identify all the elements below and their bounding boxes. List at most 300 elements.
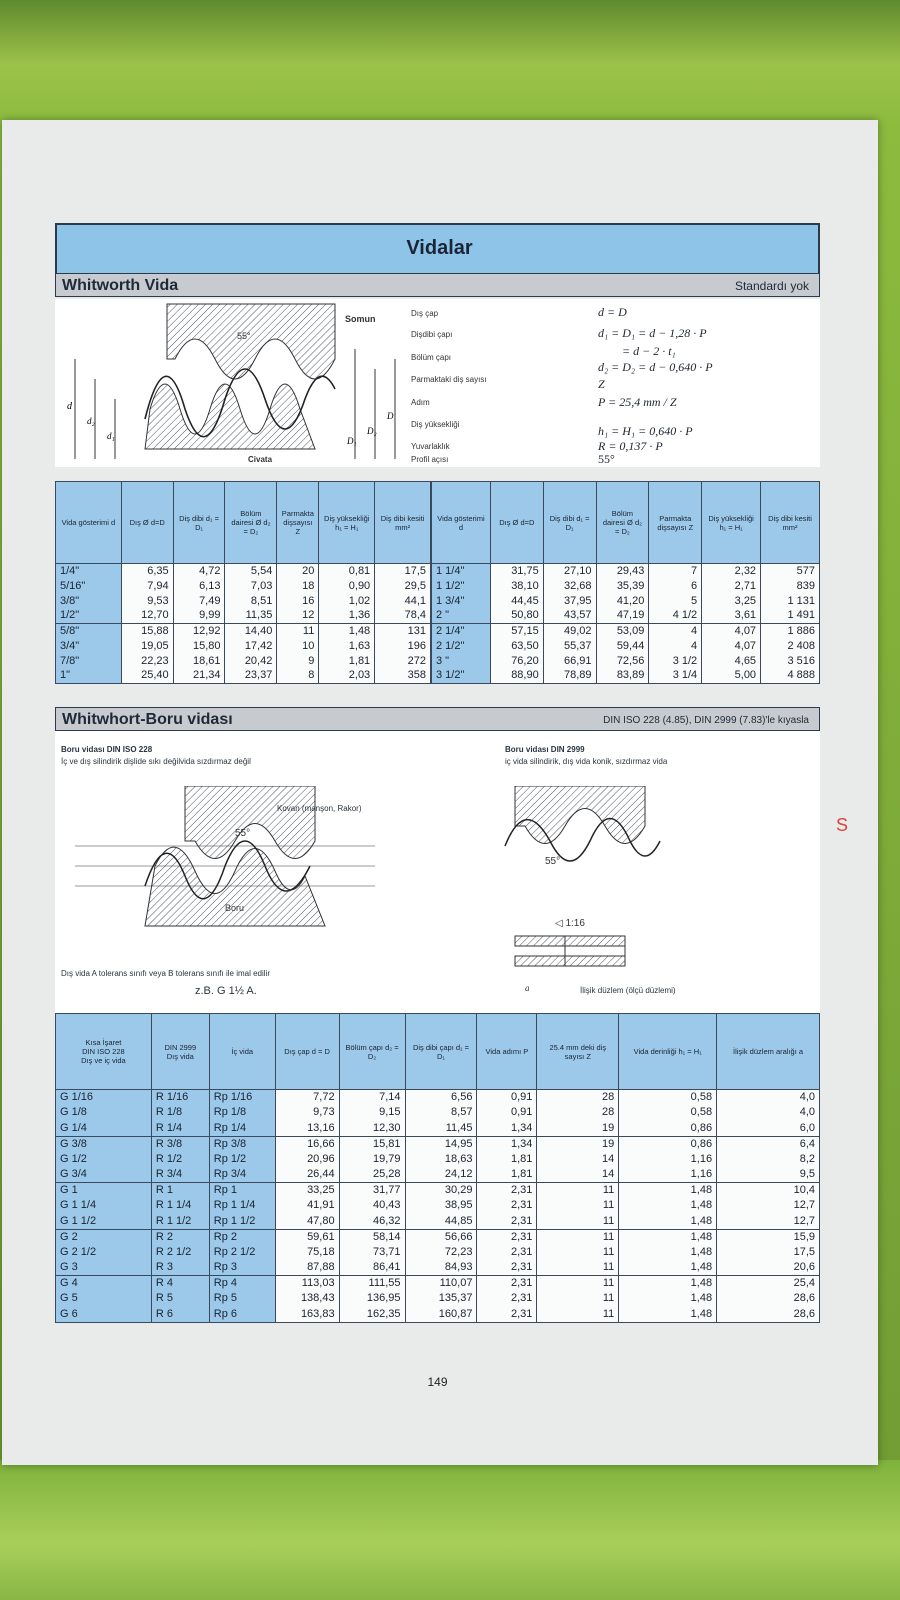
- table-cell: 160,87: [405, 1307, 477, 1323]
- table-cell: G 1/16: [56, 1090, 152, 1106]
- boru-label: Boru: [225, 903, 245, 913]
- D1-label: D₁: [347, 436, 357, 446]
- table-cell: 272: [375, 654, 431, 669]
- table-cell: 43,57: [543, 609, 596, 624]
- whitworth-thread-drawing: [55, 299, 405, 467]
- table-cell: 0,58: [619, 1090, 717, 1106]
- D2-label: D₂: [367, 426, 377, 436]
- table-cell: 25,4: [717, 1276, 820, 1292]
- table-cell: 18,61: [173, 654, 225, 669]
- page-title: Vidalar: [406, 237, 473, 259]
- table-cell: 1,16: [619, 1167, 717, 1183]
- table-cell: 4 888: [761, 669, 820, 684]
- table-cell: 4: [649, 624, 702, 639]
- table-cell: 162,35: [339, 1307, 405, 1323]
- table-cell: 78,4: [375, 609, 431, 624]
- def-formula-0: d = D: [598, 305, 627, 319]
- table-cell: 11: [537, 1229, 619, 1245]
- table-cell: 11: [537, 1214, 619, 1230]
- table-cell: 1,48: [619, 1291, 717, 1307]
- table-cell: 44,85: [405, 1214, 477, 1230]
- table-cell: 1 886: [761, 624, 820, 639]
- table-cell: R 1/2: [151, 1152, 209, 1168]
- civata-label: Civata: [248, 455, 273, 464]
- table-cell: 163,83: [275, 1307, 339, 1323]
- table-cell: Rp 3/4: [209, 1167, 275, 1183]
- table-cell: G 4: [56, 1276, 152, 1292]
- table-cell: 2,31: [477, 1307, 537, 1323]
- table-cell: R 1/8: [151, 1105, 209, 1121]
- table-cell: 86,41: [339, 1260, 405, 1276]
- th-z: Parmakta dişsayısı Z: [277, 482, 319, 564]
- table-cell: 41,91: [275, 1198, 339, 1214]
- table-cell: 16,66: [275, 1136, 339, 1152]
- table-cell: 2,31: [477, 1198, 537, 1214]
- table-cell: 9: [277, 654, 319, 669]
- table-cell: 84,93: [405, 1260, 477, 1276]
- table-row: [56, 624, 431, 639]
- table-cell: 131: [375, 624, 431, 639]
- table-cell: 28: [537, 1090, 619, 1106]
- thread-profile-diagram: [55, 299, 405, 467]
- table-cell: 7/8": [56, 654, 122, 669]
- table-cell: 8: [277, 669, 319, 684]
- table-row: [56, 594, 431, 609]
- table-cell: 1 3/4": [432, 594, 491, 609]
- table-cell: 111,55: [339, 1276, 405, 1292]
- table-row: [56, 1276, 820, 1292]
- table-row: [56, 564, 431, 579]
- table-cell: 88,90: [490, 669, 543, 684]
- table-cell: Rp 1 1/2: [209, 1214, 275, 1230]
- table-cell: G 1/2: [56, 1152, 152, 1168]
- table-cell: 17,42: [225, 639, 277, 654]
- table-cell: R 1 1/2: [151, 1214, 209, 1230]
- table-cell: 0,58: [619, 1105, 717, 1121]
- table-cell: 2,31: [477, 1291, 537, 1307]
- table-cell: R 6: [151, 1307, 209, 1323]
- table-cell: 18: [277, 579, 319, 594]
- table-cell: 56,66: [405, 1229, 477, 1245]
- table-cell: 11: [537, 1245, 619, 1261]
- th-din2999-label: DIN 2999: [164, 1042, 197, 1052]
- table-cell: 32,68: [543, 579, 596, 594]
- boru-angle-label: 55°: [235, 828, 251, 839]
- th-dis-vida: [151, 1014, 209, 1090]
- table-cell: 41,20: [596, 594, 649, 609]
- table-row: [56, 669, 431, 684]
- table-cell: 19: [537, 1136, 619, 1152]
- table-cell: Rp 1/16: [209, 1090, 275, 1106]
- d-label: d: [67, 401, 72, 412]
- table-cell: 13,16: [275, 1121, 339, 1137]
- table-cell: 66,91: [543, 654, 596, 669]
- table-cell: 11: [537, 1307, 619, 1323]
- table-cell: 20: [277, 564, 319, 579]
- table-cell: 2 1/4": [432, 624, 491, 639]
- th-r-vida: Vida gösterimi d: [432, 482, 491, 564]
- def-formula-1: d₁ = D₁ = d − 1,28 · P: [598, 326, 707, 340]
- th-r-z: Parmakta dişsayısı Z: [649, 482, 702, 564]
- whitworth-heading: Whitworth Vida: [62, 277, 179, 294]
- table-cell: G 1: [56, 1183, 152, 1199]
- th-d: Dış çap d = D: [275, 1014, 339, 1090]
- table-cell: 6,13: [173, 579, 225, 594]
- th-sub-1: Dış vida: [166, 1051, 194, 1061]
- a-label: a: [525, 983, 530, 993]
- table-row: [56, 1245, 820, 1261]
- d2-label: d₂: [87, 416, 95, 426]
- table-cell: 1,02: [319, 594, 375, 609]
- table-cell: 196: [375, 639, 431, 654]
- table-cell: 1/2": [56, 609, 122, 624]
- table-cell: 135,37: [405, 1291, 477, 1307]
- table-cell: 11: [537, 1260, 619, 1276]
- table-cell: 11: [537, 1291, 619, 1307]
- table-cell: 18,63: [405, 1152, 477, 1168]
- table-cell: 28,6: [717, 1291, 820, 1307]
- table-cell: G 6: [56, 1307, 152, 1323]
- table-cell: 72,56: [596, 654, 649, 669]
- table-row: [432, 669, 820, 684]
- table-row: [56, 1214, 820, 1230]
- table-cell: 1,81: [319, 654, 375, 669]
- table-cell: 20,6: [717, 1260, 820, 1276]
- table-cell: 1,81: [477, 1152, 537, 1168]
- table-cell: Rp 3/8: [209, 1136, 275, 1152]
- table-cell: 839: [761, 579, 820, 594]
- table-cell: 63,50: [490, 639, 543, 654]
- table-cell: 12,30: [339, 1121, 405, 1137]
- background-floor: [0, 1460, 900, 1600]
- table-cell: 31,77: [339, 1183, 405, 1199]
- table-cell: 1/4": [56, 564, 122, 579]
- table-cell: 19,79: [339, 1152, 405, 1168]
- table-cell: 5/8": [56, 624, 122, 639]
- table-cell: 10,4: [717, 1183, 820, 1199]
- th-iso228-label: DIN ISO 228: [82, 1047, 125, 1056]
- table-cell: 15,9: [717, 1229, 820, 1245]
- table-cell: 83,89: [596, 669, 649, 684]
- table-cell: 7,49: [173, 594, 225, 609]
- d1-label: d₁: [107, 431, 115, 441]
- table-cell: 6: [649, 579, 702, 594]
- th-z: 25.4 mm deki diş sayısı Z: [537, 1014, 619, 1090]
- table-cell: 3/4": [56, 639, 122, 654]
- page-number: 149: [427, 1375, 448, 1389]
- table-cell: 3/8": [56, 594, 122, 609]
- table-cell: Rp 2 1/2: [209, 1245, 275, 1261]
- table-cell: Rp 1/4: [209, 1121, 275, 1137]
- table-cell: 19: [537, 1121, 619, 1137]
- table-cell: R 1/16: [151, 1090, 209, 1106]
- def-formula-3: d₂ = D₂ = d − 0,640 · P: [598, 360, 713, 374]
- def-formula-2: = d − 2 · t₁: [622, 344, 676, 358]
- def-formula-6: h₁ = H₁ = 0,640 · P: [598, 424, 693, 438]
- table-cell: 46,32: [339, 1214, 405, 1230]
- table-cell: 11,45: [405, 1121, 477, 1137]
- def-label-3: Bölüm çapı: [411, 353, 452, 362]
- boru-din2999-drawing: [495, 786, 725, 996]
- th-group: Kısa İşaret: [85, 1038, 122, 1047]
- table-cell: 55,37: [543, 639, 596, 654]
- table-cell: G 1/4: [56, 1121, 152, 1137]
- table-cell: R 5: [151, 1291, 209, 1307]
- table-cell: Rp 2: [209, 1229, 275, 1245]
- table-cell: 30,29: [405, 1183, 477, 1199]
- table-cell: 24,12: [405, 1167, 477, 1183]
- table-row: [56, 1167, 820, 1183]
- table-cell: 19,05: [121, 639, 173, 654]
- table-cell: 3 516: [761, 654, 820, 669]
- table-row: [432, 564, 820, 579]
- table-cell: 29,43: [596, 564, 649, 579]
- table-cell: 3,61: [702, 609, 761, 624]
- whitworth-table-right: [431, 481, 820, 684]
- table-cell: Rp 4: [209, 1276, 275, 1292]
- table-row: [56, 1198, 820, 1214]
- table-cell: 1 131: [761, 594, 820, 609]
- def-label-0: Dış çap: [411, 309, 439, 318]
- table-cell: 0,86: [619, 1121, 717, 1137]
- table-cell: 27,10: [543, 564, 596, 579]
- table-cell: 38,95: [405, 1198, 477, 1214]
- th-r-h: Diş yüksekliği h₁ = H₁: [702, 482, 761, 564]
- table-cell: R 2: [151, 1229, 209, 1245]
- table-cell: 1,48: [319, 624, 375, 639]
- table-cell: 2 1/2": [432, 639, 491, 654]
- table-cell: 7,94: [121, 579, 173, 594]
- table-cell: 1": [56, 669, 122, 684]
- table-cell: 9,5: [717, 1167, 820, 1183]
- table-cell: 1,48: [619, 1214, 717, 1230]
- table-cell: 8,51: [225, 594, 277, 609]
- th-r-dis: Dış Ø d=D: [490, 482, 543, 564]
- table-cell: 4,65: [702, 654, 761, 669]
- table-cell: 0,91: [477, 1105, 537, 1121]
- table-cell: 15,88: [121, 624, 173, 639]
- table-row: [432, 639, 820, 654]
- table-cell: 113,03: [275, 1276, 339, 1292]
- table-cell: 31,75: [490, 564, 543, 579]
- th-r-disdibi: Diş dibi d₁ = D₁: [543, 482, 596, 564]
- table-row: [56, 1229, 820, 1245]
- table-row: [56, 1260, 820, 1276]
- table-cell: 3,25: [702, 594, 761, 609]
- table-cell: 17,5: [375, 564, 431, 579]
- table-cell: 28: [537, 1105, 619, 1121]
- table-cell: 11: [537, 1198, 619, 1214]
- table-cell: 1 1/4": [432, 564, 491, 579]
- table-row: [56, 1291, 820, 1307]
- table-cell: 0,90: [319, 579, 375, 594]
- table-cell: 0,91: [477, 1090, 537, 1106]
- th-d2: Bölüm çapı d₂ = D₂: [339, 1014, 405, 1090]
- table-cell: 1,48: [619, 1245, 717, 1261]
- table-cell: 1,81: [477, 1167, 537, 1183]
- table-cell: 3 1/2: [649, 654, 702, 669]
- table-cell: 87,88: [275, 1260, 339, 1276]
- boru-left-desc: İç ve dış silindirik dişlide sıkı değilvida sızdırmaz değil: [61, 757, 251, 766]
- table-cell: R 2 1/2: [151, 1245, 209, 1261]
- table-cell: 59,44: [596, 639, 649, 654]
- table-cell: 1,63: [319, 639, 375, 654]
- th-bolum: Bölüm dairesi Ø d₂ = D₂: [225, 482, 277, 564]
- table-cell: 2,03: [319, 669, 375, 684]
- table-cell: 12,92: [173, 624, 225, 639]
- table-cell: 15,81: [339, 1136, 405, 1152]
- table-cell: 4,72: [173, 564, 225, 579]
- table-cell: 7,03: [225, 579, 277, 594]
- table-cell: 12,7: [717, 1198, 820, 1214]
- th-d1: Diş dibi çapı d₁ = D₁: [405, 1014, 477, 1090]
- table-cell: 4,07: [702, 639, 761, 654]
- th-h1: Vida derinliği h₁ = H₁: [619, 1014, 717, 1090]
- table-cell: 5: [649, 594, 702, 609]
- table-cell: 8,2: [717, 1152, 820, 1168]
- table-cell: 73,71: [339, 1245, 405, 1261]
- table-cell: 1,48: [619, 1260, 717, 1276]
- boru-left-title: Boru vidası DIN ISO 228: [61, 745, 153, 754]
- boru-right-title: Boru vidası DIN 2999: [505, 745, 585, 754]
- table-cell: 47,19: [596, 609, 649, 624]
- whitworth-header: [55, 273, 820, 297]
- table-cell: 6,35: [121, 564, 173, 579]
- table-cell: 2,71: [702, 579, 761, 594]
- table-cell: 138,43: [275, 1291, 339, 1307]
- table-cell: 14,40: [225, 624, 277, 639]
- table-cell: Rp 5: [209, 1291, 275, 1307]
- table-cell: G 1 1/2: [56, 1214, 152, 1230]
- table-cell: 2,31: [477, 1229, 537, 1245]
- tolerance-note: Dış vida A tolerans sınıfı veya B tolerans sınıfı ile imal edilir: [61, 969, 270, 978]
- table-cell: 3 ": [432, 654, 491, 669]
- table-cell: 2,31: [477, 1214, 537, 1230]
- table-cell: 2,31: [477, 1260, 537, 1276]
- boru-right-desc: iç vida silindirik, dış vida konik, sızdırmaz vida: [505, 757, 668, 766]
- table-row: [56, 639, 431, 654]
- table-row: [432, 624, 820, 639]
- def-label-1: Dişdibi çapı: [411, 330, 453, 339]
- table-cell: 4,0: [717, 1105, 820, 1121]
- table-cell: 0,81: [319, 564, 375, 579]
- table-cell: Rp 1 1/4: [209, 1198, 275, 1214]
- table-row: [56, 1105, 820, 1121]
- table-cell: 6,0: [717, 1121, 820, 1137]
- table-cell: 44,45: [490, 594, 543, 609]
- def-formula-7: R = 0,137 · P: [598, 439, 663, 453]
- th-sub-0: Dış ve iç vida: [81, 1056, 126, 1065]
- table-cell: 11,35: [225, 609, 277, 624]
- whitworth-standard-note: Standardı yok: [734, 279, 809, 293]
- table-cell: 59,61: [275, 1229, 339, 1245]
- table-cell: 3 1/2": [432, 669, 491, 684]
- table-row: [56, 609, 431, 624]
- table-cell: 1,16: [619, 1152, 717, 1168]
- table-cell: G 3/8: [56, 1136, 152, 1152]
- table-cell: 1,36: [319, 609, 375, 624]
- table-cell: 1,34: [477, 1121, 537, 1137]
- table-cell: 136,95: [339, 1291, 405, 1307]
- table-cell: 28,6: [717, 1307, 820, 1323]
- table-cell: 5,54: [225, 564, 277, 579]
- table-cell: 7: [649, 564, 702, 579]
- table-cell: G 3: [56, 1260, 152, 1276]
- taper-label: ◁ 1:16: [555, 918, 585, 929]
- table-cell: R 4: [151, 1276, 209, 1292]
- table-cell: R 1: [151, 1183, 209, 1199]
- table-cell: 9,99: [173, 609, 225, 624]
- table-row: [56, 654, 431, 669]
- table-cell: 1 1/2": [432, 579, 491, 594]
- table-cell: 76,20: [490, 654, 543, 669]
- def-label-6: Diş yüksekliği: [411, 420, 460, 429]
- table-cell: 20,42: [225, 654, 277, 669]
- table-row: [432, 579, 820, 594]
- table-cell: 4: [649, 639, 702, 654]
- boru-standard-note: DIN ISO 228 (4.85), DIN 2999 (7.83)'le kıyasla: [603, 715, 809, 726]
- table-cell: G 2 1/2: [56, 1245, 152, 1261]
- table-cell: 4 1/2: [649, 609, 702, 624]
- table-cell: G 1/8: [56, 1105, 152, 1121]
- table-cell: 25,28: [339, 1167, 405, 1183]
- table-cell: R 3/4: [151, 1167, 209, 1183]
- table-cell: 3 1/4: [649, 669, 702, 684]
- table-cell: 12: [277, 609, 319, 624]
- boru-heading: Whitwhort-Boru vidası: [62, 711, 233, 728]
- table-cell: 10: [277, 639, 319, 654]
- table-cell: 1,48: [619, 1276, 717, 1292]
- th-sub-2: İç vida: [231, 1047, 254, 1056]
- def-label-5: Adım: [411, 398, 430, 407]
- table-cell: 1,48: [619, 1198, 717, 1214]
- def-formula-5: P = 25,4 mm / Z: [598, 395, 677, 409]
- table-cell: 72,23: [405, 1245, 477, 1261]
- table-row: [432, 654, 820, 669]
- table-cell: 1,34: [477, 1136, 537, 1152]
- table-cell: 25,40: [121, 669, 173, 684]
- th-ic-vida: [209, 1014, 275, 1090]
- th-p: Vida adımı P: [477, 1014, 537, 1090]
- table-cell: 14: [537, 1152, 619, 1168]
- table-cell: G 3/4: [56, 1167, 152, 1183]
- table-cell: 9,53: [121, 594, 173, 609]
- table-cell: 110,07: [405, 1276, 477, 1292]
- table-row: [56, 1090, 820, 1106]
- table-row: [56, 1121, 820, 1137]
- tolerance-example: z.B. G 1½ A.: [195, 985, 257, 997]
- def-label-4: Parmaktaki diş sayısı: [411, 375, 487, 384]
- th-r-bolum: Bölüm dairesi Ø d₂ = D₂: [596, 482, 649, 564]
- table-cell: 33,25: [275, 1183, 339, 1199]
- table-cell: 7,14: [339, 1090, 405, 1106]
- table-cell: Rp 3: [209, 1260, 275, 1276]
- edge-mark: S: [836, 815, 849, 835]
- title-band: [55, 223, 820, 275]
- table-cell: 12,70: [121, 609, 173, 624]
- table-cell: 21,34: [173, 669, 225, 684]
- table-cell: R 3/8: [151, 1136, 209, 1152]
- table-cell: 577: [761, 564, 820, 579]
- table-cell: 40,43: [339, 1198, 405, 1214]
- table-cell: Rp 1: [209, 1183, 275, 1199]
- table-cell: 2 ": [432, 609, 491, 624]
- somun-label: Somun: [345, 314, 376, 324]
- table-cell: 53,09: [596, 624, 649, 639]
- table-cell: 8,57: [405, 1105, 477, 1121]
- table-cell: 75,18: [275, 1245, 339, 1261]
- D-label: D: [387, 411, 394, 421]
